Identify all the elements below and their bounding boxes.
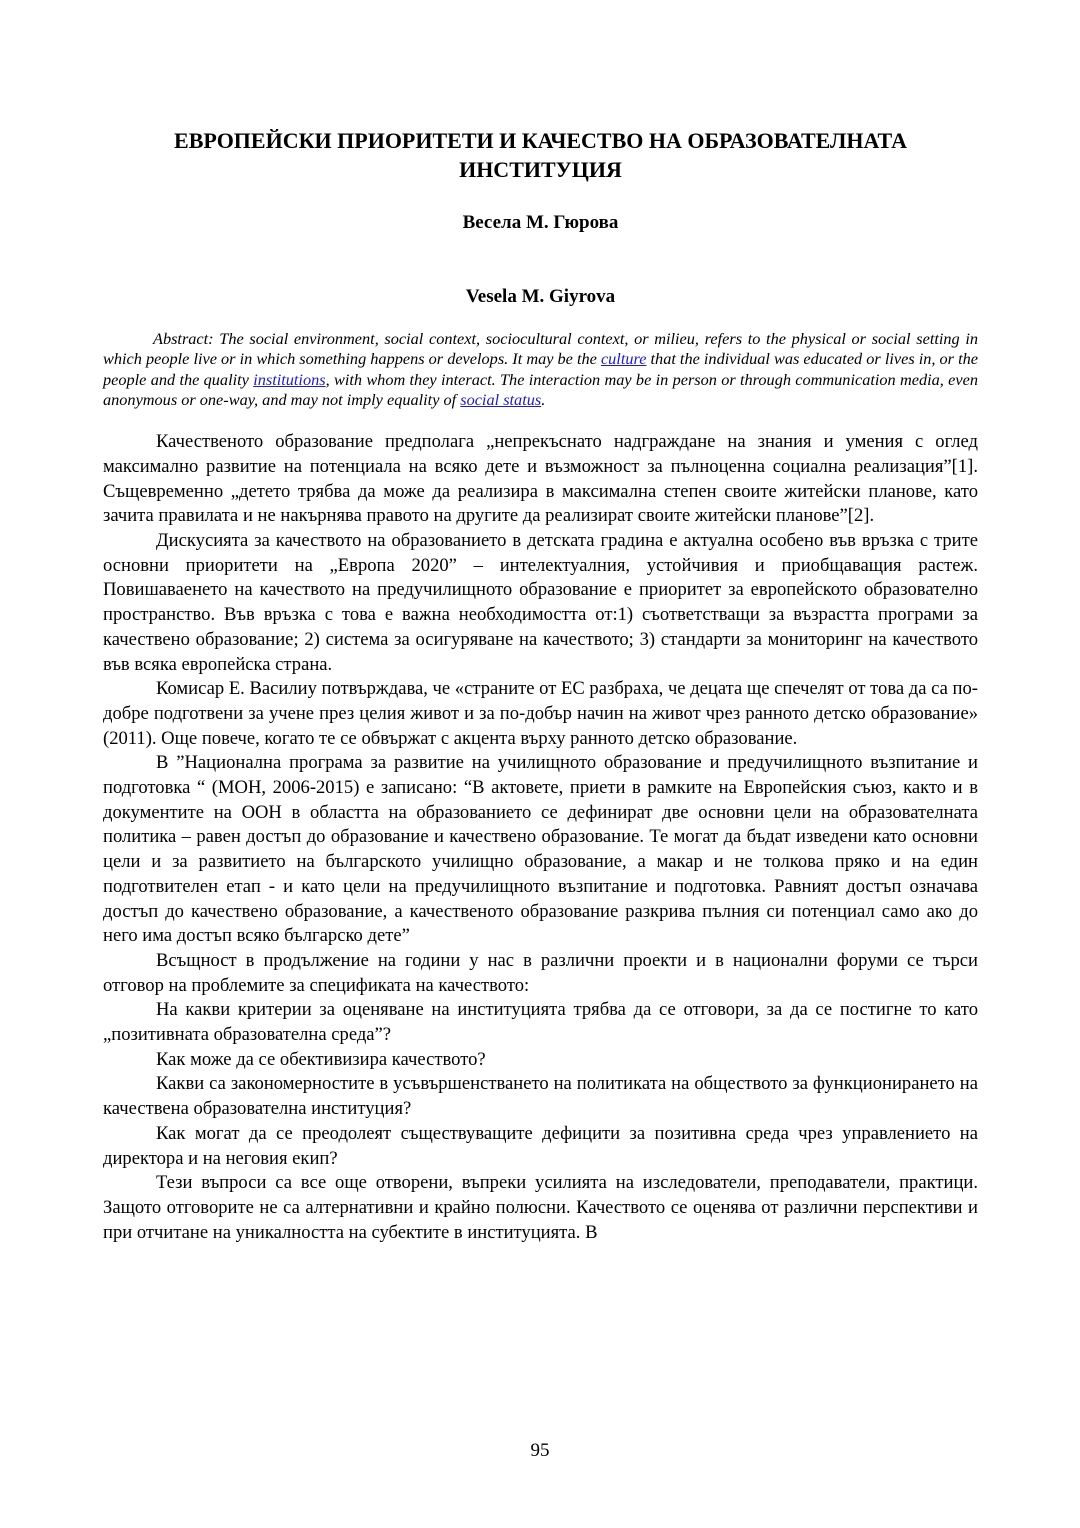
social-status-link[interactable]: social status — [460, 389, 542, 409]
body-text — [103, 430, 978, 1245]
page-number: 95 — [530, 1440, 550, 1461]
culture-link[interactable]: culture — [600, 349, 647, 369]
paragraph: Дискусията за качеството на образованието в детската градина е актуална особено във връзка с трите основни приоритети на „Европа 2020” – интелектуалния, устойчивия и приобщаващия растеж. Повишаваенето на качеството на предучилищното образование е приоритет за европейското образователно пространство. Във връзка с това е важна необходимостта от:1) съответстващи за възрастта програми за качествено образование; 2) система за осигуряване на качеството; 3) стандарти за мониторинг на качеството във всяка европейска страна. — [103, 530, 978, 675]
abstract-text-1: Abstract: The social environment, social context, sociocultural context, or milieu, refers to the physical or social setting in which people live or in which something happens or develops. It may be the — [103, 329, 978, 369]
author-name-bulgarian: Весела М. Гюрова — [462, 212, 619, 233]
abstract — [103, 329, 978, 410]
paragraph: Тези въпроси са все още отворени, въпреки усилията на изследователи, преподаватели, практици. Защото отговорите не са алтернативни и крайно полюсни. Качеството се оценява от различни перспективи и при отчитане на уникалността на субектите в институцията. В — [103, 1172, 978, 1243]
paragraph: Как могат да се преодолеят съществуващите дефицити за позитивна среда чрез управлението на директора и на неговия екип? — [103, 1122, 978, 1169]
institutions-link[interactable]: institutions — [253, 369, 326, 389]
paragraph: Качественото образование предполага „непрекъснато надграждане на знания и умения с оглед максимално развитие на потенциала на всяко дете и възможност за пълноценна социална реализация”[1]. Същевременно „детето трябва да може да реализира в максимална степен своите житейски планове, като зачита правилата и не накърнява правото на другите да реализират своите житейски планове”[2]. — [103, 431, 978, 527]
title-line-1: ЕВРОПЕЙСКИ ПРИОРИТЕТИ И КАЧЕСТВО НА ОБРАЗОВАТЕЛНАТА — [174, 128, 907, 153]
paragraph: Как може да се обективизира качеството? — [156, 1048, 486, 1070]
paragraph: На какви критерии за оценяване на институцията трябва да се отговори, за да се постигне то като „позитивната образователна среда”? — [103, 999, 978, 1046]
paragraph: Комисар Е. Василиу потвърждава, че «страните от ЕС разбраха, че децата ще спечелят от това да са по-добре подготвени за учене през целия живот и за по-добър начин на живот чрез ранното детско образование» (2011). Още повече, когато те се обвържат с акцента върху ранното детско образование. — [103, 678, 978, 749]
page — [103, 126, 978, 1245]
paragraph: В ”Национална програма за развитие на училищното образование и предучилищното възпитание и подготовка “ (МОН, 2006-2015) е записано: “В актовете, приети в рамките на Европейския съюз, както и в документите на ООН в областта на образованието се дефинират две основни цели на образователната политика – равен достъп до образование и качествено образование. Те могат да бъдат изведени като основни цели и за развитието на българското училищно образование, а макар и не толкова пряко и на един подготвителен етап - и като цели на предучилищното възпитание и подготовка. Равният достъп означава достъп до качествено образование, а качественото образование разкрива пълния си потенциал само ако до него има достъп всяко българско дете” — [103, 752, 978, 947]
author-name-english: Vesela M. Giyrova — [465, 286, 616, 307]
paper-title — [103, 126, 978, 184]
paragraph: Какви са закономерностите в усъвършенстването на политиката на обществото за функционирането на качествена образователна институция? — [103, 1073, 978, 1120]
title-line-2: ИНСТИТУЦИЯ — [459, 157, 622, 182]
abstract-text-2: that the individual was educated or lives in, or the people and the quality — [103, 349, 978, 389]
abstract-text-4: . — [541, 389, 546, 409]
abstract-text-3: , with whom they interact. The interaction may be in person or through communication media, even anonymous or one-way, and may not imply equality of — [103, 369, 978, 409]
paragraph: Всъщност в продължение на години у нас в различни проекти и в национални форуми се търси отговор на проблемите за спецификата на качеството: — [103, 949, 978, 996]
